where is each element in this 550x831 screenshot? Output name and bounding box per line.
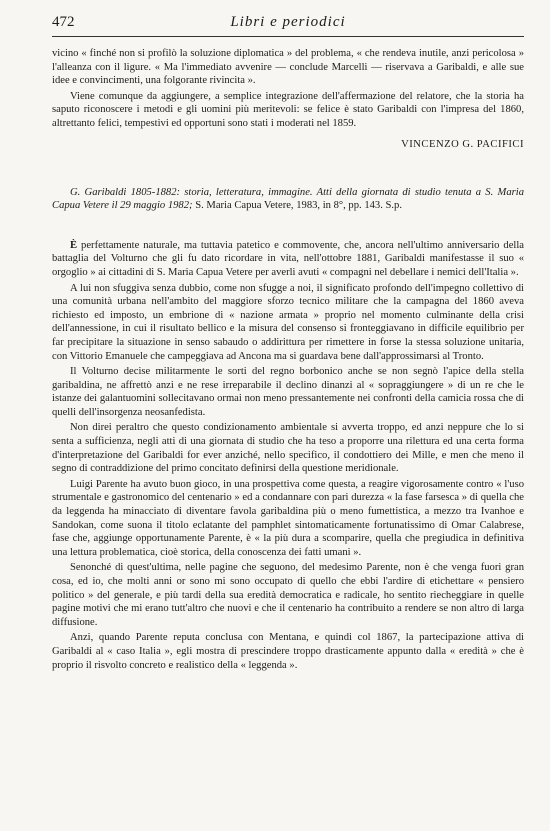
review-paragraph-7: Anzi, quando Parente reputa conclusa con Mentana, e quindi col 1867, la partecipazione attiva di Garibaldi al « caso Italia », egli mostra di prescindere troppo drasticamente appunto dalla « eredità » che è proprio il risvolto concreto e realistico della « leggenda ». bbox=[52, 632, 524, 671]
review-paragraph-6: Senonché di quest'ultima, nelle pagine che seguono, del medesimo Parente, non è che venga fuori gran cosa, ed io, che molti anni or sono mi sono occupato di quello che ebbi l'ardire di etichettare « pensiero politico » del generale, e più tardi della sua eredità democratica e radicale, ho sentito riecheggiare in quelle pagine motivi che mi erano tutt'altro che nuovi e che il centenario ha contribuito a rendere se non altro di larga diffusione. bbox=[52, 562, 524, 628]
prev-review-paragraph-2: Viene comunque da aggiungere, a semplice integrazione dell'affermazione del relatore, che la storia ha saputo riconoscere i metodi e gli uomini più meritevoli: se felice è stato Garibaldi con l'impresa del 1860, altrettanto felici, tempestivi ed opportuni sono stati i moderati nel 1859. bbox=[52, 90, 524, 129]
citation-title: G. Garibaldi 1805-1882: storia, letteratura, immagine. Atti della giornata di studio tenuta a S. Maria Capua Vetere il 29 maggio 1982; bbox=[52, 186, 524, 212]
section-gap bbox=[52, 150, 524, 186]
review-paragraph-3: Il Volturno decise militarmente le sorti del regno borbonico anche se non segnò l'apice della stella garibaldina, ne affrettò anzi e ne rese irreparabile il declino dinanzi al « sopraggiungere » di un re che le istanze dei galantuomini sollecitavano ormai non meno pressantemente nei confronti della camicia rossa che di quelli dell'insorgenza neosanfedista. bbox=[52, 366, 524, 418]
lead-letter: È bbox=[70, 239, 78, 251]
running-title: Libri e periodici bbox=[230, 14, 346, 30]
prev-review-paragraph-1: vicino « finché non si profilò la soluzione diplomatica » del problema, « che rendeva inutile, anzi pericolosa » l'alleanza con il ligure. « Ma l'immediato avvenire — conclude Marcelli — riservava a Garibaldi, e alle sue idee e convincimenti, una folgorante rivincita ». bbox=[52, 48, 524, 87]
page-number: 472 bbox=[52, 14, 75, 30]
book-citation bbox=[52, 186, 524, 213]
page-header bbox=[52, 14, 524, 37]
reviewer-signature: VINCENZO G. PACIFICI bbox=[401, 138, 524, 150]
section-gap bbox=[52, 213, 524, 239]
citation-publication: S. Maria Capua Vetere, 1983, in 8°, pp. 143. S.p. bbox=[195, 200, 402, 212]
review-paragraph-1 bbox=[52, 239, 524, 280]
review-paragraph-4: Non direi peraltro che questo condizionamento ambientale si avverta troppo, ed anzi neppure che lo si senta a sufficienza, negli atti di una giornata di studio che ha teso a proporre una rilettura ed una certa forma d'interpretazione del Garibaldi for ever anziché, nello specifico, il condottiero dei Mille, e men che meno il segno di contraddizione del primo concitato definirsi della questione meridionale. bbox=[52, 422, 524, 475]
review-paragraph-2: A lui non sfuggiva senza dubbio, come non sfugge a noi, il significato profondo dell'impegno collettivo di una comunità urbana nell'ambito del maggiore sforzo tecnico militare che la campagna del 1860 aveva richiesto ed imposto, un embrione di « nazione armata » proprio nel momento culminante della crisi dell'annessione, in cui il risultato bellico e la misura del consenso si fronteggiavano in difficile equilibrio per far precipitare la situazione in senso sabaudo o addirittura per rimettere in forse la stessa soluzione unitaria, con Vittorio Emanuele che campeggiava ad Ancona ma si guardava bene dall'approssimarsi al Tronto. bbox=[52, 282, 524, 362]
review-paragraph-5: Luigi Parente ha avuto buon gioco, in una prospettiva come questa, a reagire vigorosamente contro « l'uso strumentale e gastronomico del centenario » ed a condannare con pari durezza « la fase farsesca » di quella che da leggenda ha minacciato di diventare favola garibaldina più o meno fumettistica, a mezzo tra Ivanhoe e Sandokan, come suona il titolo eclatante del pamphlet sintomaticamente fortunatissimo di Omar Calabrese, fase che, aggiunge opportunamente Parente, è « la più dura a scomparire, quella che pregiudica in definitiva una lettura problematica, cioè storica, della conoscenza dei fatti umani ». bbox=[52, 478, 524, 558]
review-paragraph-1-text: perfettamente naturale, ma tuttavia patetico e commovente, che, ancora nell'ultimo anniversario della battaglia del Volturno che gli fu dato ricordare in vita, nell'ottobre 1881, Garibaldi manifestasse il suo « orgoglio » ai cittadini di S. Maria Capua Vetere per averli avuti « compagni nel debellare i nemici dell'Italia ». bbox=[52, 239, 524, 278]
